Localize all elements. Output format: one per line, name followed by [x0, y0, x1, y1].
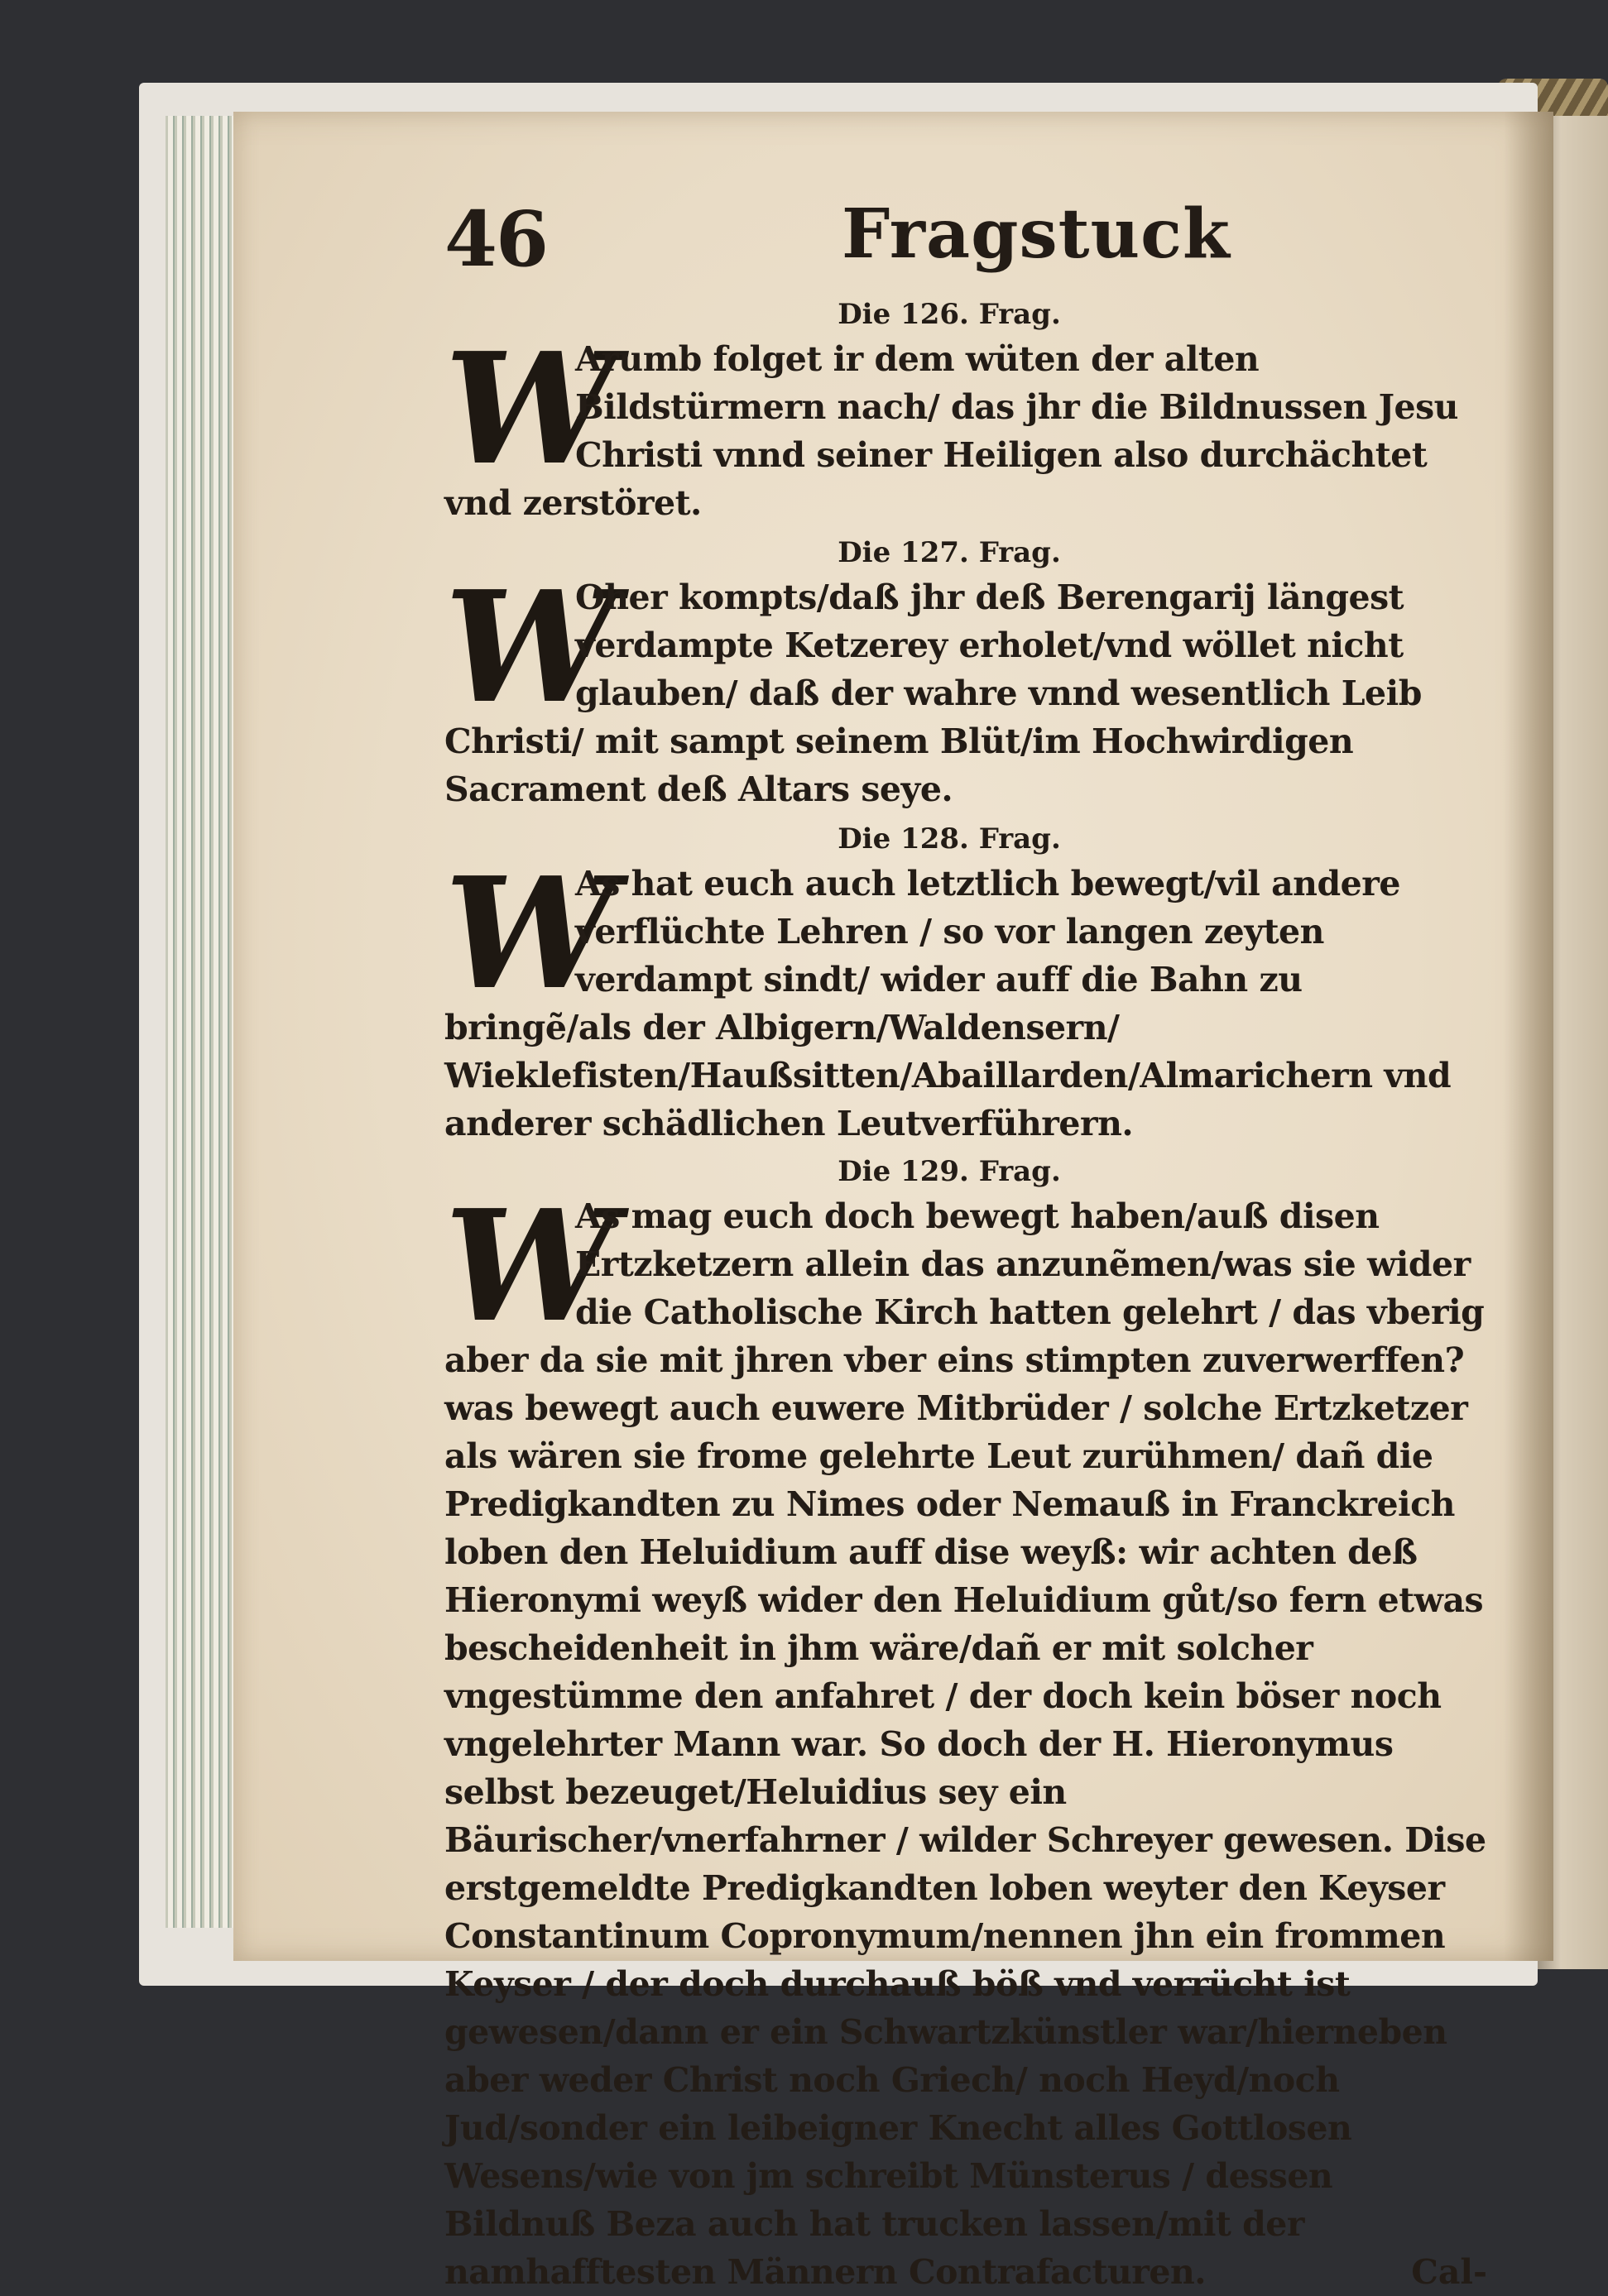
question-block [444, 843, 1487, 1148]
question-label: Die 129. Frag. [838, 1155, 1061, 1188]
question-text: As hat euch auch letztlich bewegt/vil andere verflüchte Lehren / so vor langen zeyten verdampt sindt/ wider auff die Bahn zu bringẽ/als der Albigern/Waldensern/ Wieklefisten/Haußsitten/Abaillarden/Almarichern vnd anderer schädlichen Leutverführern. [444, 864, 1452, 1143]
question-block [444, 557, 1487, 813]
question-text: Arumb folget ir dem wüten der alten Bildstürmern nach/ das jhr die Bildnussen Jesu Christi vnnd seiner Heiligen also durchächtet vnd zerstöret. [444, 339, 1458, 523]
text-block [444, 194, 1487, 2292]
running-title: Fragstuck [842, 194, 1231, 274]
decorated-initial: W [444, 1176, 617, 1356]
question-block [444, 1176, 1487, 2296]
decorated-initial: W [444, 843, 617, 1023]
question-label: Die 127. Frag. [838, 536, 1061, 569]
catchword: Cal- [1411, 2252, 1487, 2292]
book-page [233, 112, 1553, 2292]
question-label: Die 128. Frag. [838, 822, 1061, 856]
decorated-initial: W [444, 557, 617, 737]
question-block [444, 319, 1487, 527]
gutter-shadow [1504, 112, 1553, 1961]
decorated-initial: W [444, 319, 617, 499]
page-number: 46 [444, 194, 548, 284]
question-text: As mag euch doch bewegt haben/auß disen Ertzketzern allein das anzunẽmen/was sie wider die Catholische Kirch hatten gelehrt / das vberig aber da sie mit jhren vber eins stimpten zuverwerffen? was bewegt auch euwere Mitbrüder / solche Ertzketzer als wären sie frome gelehrte Leut zurühmen/ dañ die Predigkandten zu Nimes oder Nemauß in Franckreich loben den Heluidium auff dise weyß: wir achten deß Hieronymi weyß wider den Heluidium gůt/so fern etwas bescheidenheit in jhm wäre/dañ er mit solcher vngestümme den anfahret / der doch kein böser noch vngelehrter Mann war. So doch der H. Hieronymus selbst bezeuget/Heluidius sey ein Bäurischer/vnerfahrner / wilder Schreyer gewesen. Dise erstgemeldte Predigkandten loben weyter den Keyser Constantinum Copronymum/nennen jhn ein frommen Keyser / der doch durchauß böß vnd verrücht ist gewesen/dann er ein Schwartzkünstler war/hierneben aber weder Christ noch Griech/ noch Heyd/noch Jud/sonder ein leibeigner Knecht alles Gottlosen Wesens/wie von jm schreibt Münsterus / dessen Bildnuß Beza auch hat trucken lassen/mit der namhafftesten Männern Contrafacturen. [444, 1196, 1486, 2292]
question-label: Die 126. Frag. [838, 298, 1061, 331]
question-text: Oher kompts/daß jhr deß Berengarij längest verdampte Ketzerey erholet/vnd wöllet nicht glauben/ daß der wahre vnnd wesentlich Leib Christi/ mit sampt seinem Blüt/im Hochwirdigen Sacrament deß Altars seye. [444, 578, 1422, 809]
page-header [444, 194, 1487, 294]
